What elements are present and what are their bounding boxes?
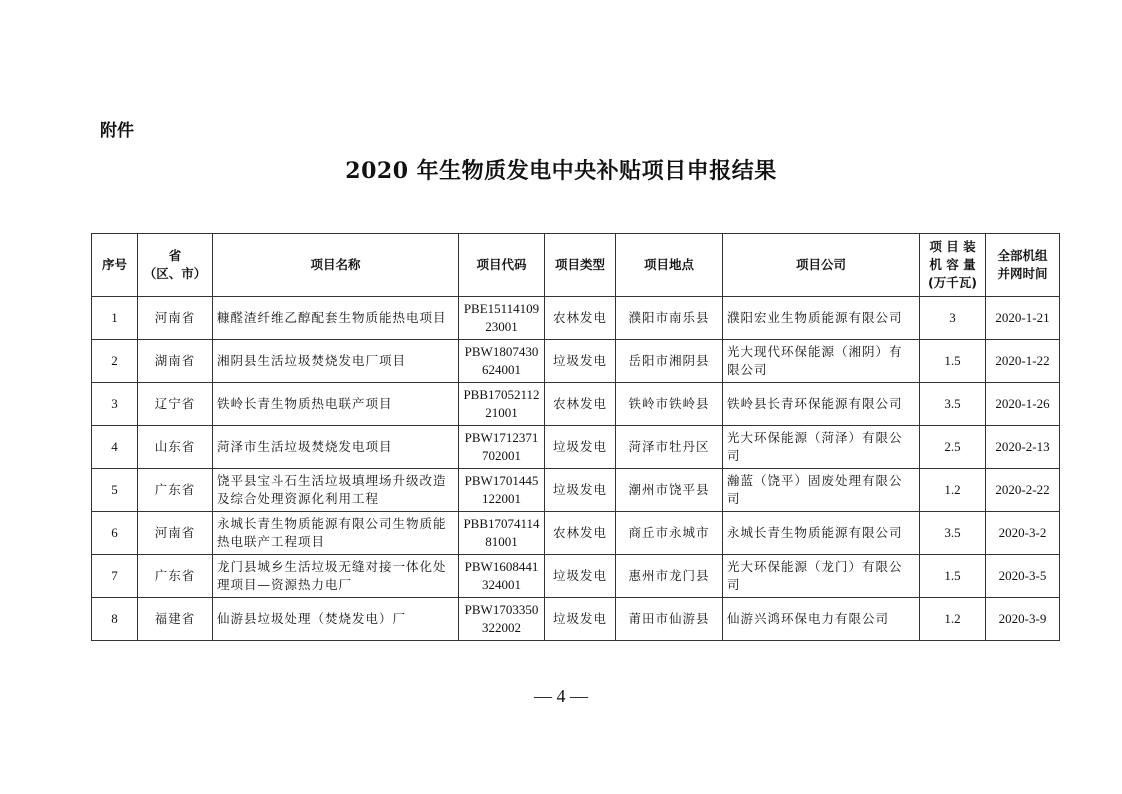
cell-code: PBW1608441324001 — [459, 555, 545, 598]
cell-no: 3 — [92, 383, 138, 426]
cell-type: 农林发电 — [545, 297, 616, 340]
cell-capacity: 1.5 — [920, 555, 986, 598]
cell-province: 河南省 — [138, 512, 213, 555]
header-location: 项目地点 — [616, 234, 723, 297]
table-row — [92, 598, 1060, 641]
cell-code: PBW1701445122001 — [459, 469, 545, 512]
header-code: 项目代码 — [459, 234, 545, 297]
cell-type: 垃圾发电 — [545, 555, 616, 598]
cell-capacity: 3 — [920, 297, 986, 340]
header-type: 项目类型 — [545, 234, 616, 297]
cell-name: 饶平县宝斗石生活垃圾填埋场升级改造及综合处理资源化利用工程 — [213, 469, 459, 512]
cell-location: 菏泽市牡丹区 — [616, 426, 723, 469]
table-row — [92, 469, 1060, 512]
cell-province: 河南省 — [138, 297, 213, 340]
cell-grid-date: 2020-1-21 — [986, 297, 1060, 340]
cell-type: 农林发电 — [545, 383, 616, 426]
header-province: 省 （区、市） — [138, 234, 213, 297]
cell-location: 铁岭市铁岭县 — [616, 383, 723, 426]
cell-name: 菏泽市生活垃圾焚烧发电项目 — [213, 426, 459, 469]
table-body — [92, 297, 1060, 641]
cell-grid-date: 2020-2-13 — [986, 426, 1060, 469]
cell-code: PBB1705211221001 — [459, 383, 545, 426]
cell-province: 福建省 — [138, 598, 213, 641]
cell-code: PBW1703350322002 — [459, 598, 545, 641]
cell-type: 农林发电 — [545, 512, 616, 555]
cell-name: 铁岭长青生物质热电联产项目 — [213, 383, 459, 426]
cell-company: 仙游兴鸿环保电力有限公司 — [723, 598, 920, 641]
page-number: — 4 — — [534, 686, 588, 706]
cell-name: 龙门县城乡生活垃圾无缝对接一体化处理项目—资源热力电厂 — [213, 555, 459, 598]
cell-no: 5 — [92, 469, 138, 512]
cell-name: 仙游县垃圾处理（焚烧发电）厂 — [213, 598, 459, 641]
cell-grid-date: 2020-3-2 — [986, 512, 1060, 555]
cell-company: 永城长青生物质能源有限公司 — [723, 512, 920, 555]
cell-location: 岳阳市湘阴县 — [616, 340, 723, 383]
header-company: 项目公司 — [723, 234, 920, 297]
cell-province: 广东省 — [138, 469, 213, 512]
cell-capacity: 1.5 — [920, 340, 986, 383]
project-table — [91, 233, 1060, 641]
table-row — [92, 512, 1060, 555]
cell-grid-date: 2020-1-26 — [986, 383, 1060, 426]
cell-location: 商丘市永城市 — [616, 512, 723, 555]
cell-company: 光大环保能源（菏泽）有限公司 — [723, 426, 920, 469]
cell-company: 濮阳宏业生物质能源有限公司 — [723, 297, 920, 340]
cell-code: PBW1712371702001 — [459, 426, 545, 469]
header-grid-date: 全部机组 并网时间 — [986, 234, 1060, 297]
cell-province: 辽宁省 — [138, 383, 213, 426]
cell-company: 瀚蓝（饶平）固废处理有限公司 — [723, 469, 920, 512]
cell-no: 8 — [92, 598, 138, 641]
cell-company: 光大现代环保能源（湘阴）有限公司 — [723, 340, 920, 383]
cell-no: 6 — [92, 512, 138, 555]
cell-capacity: 2.5 — [920, 426, 986, 469]
cell-capacity: 1.2 — [920, 598, 986, 641]
table-header — [92, 234, 1060, 297]
cell-location: 潮州市饶平县 — [616, 469, 723, 512]
header-no: 序号 — [92, 234, 138, 297]
cell-capacity: 3.5 — [920, 383, 986, 426]
cell-location: 惠州市龙门县 — [616, 555, 723, 598]
header-capacity: 项 目 装 机 容 量 (万千瓦) — [920, 234, 986, 297]
cell-capacity: 1.2 — [920, 469, 986, 512]
cell-type: 垃圾发电 — [545, 598, 616, 641]
cell-location: 濮阳市南乐县 — [616, 297, 723, 340]
cell-province: 湖南省 — [138, 340, 213, 383]
cell-type: 垃圾发电 — [545, 426, 616, 469]
cell-name: 湘阴县生活垃圾焚烧发电厂项目 — [213, 340, 459, 383]
cell-capacity: 3.5 — [920, 512, 986, 555]
cell-company: 光大环保能源（龙门）有限公司 — [723, 555, 920, 598]
table-row — [92, 426, 1060, 469]
document-title: 2020 年生物质发电中央补贴项目申报结果 — [345, 158, 777, 184]
cell-name: 永城长青生物质能源有限公司生物质能热电联产工程项目 — [213, 512, 459, 555]
cell-code: PBW1807430624001 — [459, 340, 545, 383]
table-row — [92, 383, 1060, 426]
cell-no: 7 — [92, 555, 138, 598]
cell-grid-date: 2020-2-22 — [986, 469, 1060, 512]
cell-location: 莆田市仙游县 — [616, 598, 723, 641]
header-name: 项目名称 — [213, 234, 459, 297]
cell-name: 糠醛渣纤维乙醇配套生物质能热电项目 — [213, 297, 459, 340]
cell-province: 山东省 — [138, 426, 213, 469]
cell-type: 垃圾发电 — [545, 469, 616, 512]
attachment-label: 附件 — [100, 121, 134, 141]
cell-code: PBB1707411481001 — [459, 512, 545, 555]
table-row — [92, 297, 1060, 340]
cell-grid-date: 2020-3-5 — [986, 555, 1060, 598]
table-row — [92, 555, 1060, 598]
cell-grid-date: 2020-3-9 — [986, 598, 1060, 641]
cell-grid-date: 2020-1-22 — [986, 340, 1060, 383]
cell-company: 铁岭县长青环保能源有限公司 — [723, 383, 920, 426]
cell-no: 4 — [92, 426, 138, 469]
cell-province: 广东省 — [138, 555, 213, 598]
cell-no: 1 — [92, 297, 138, 340]
cell-no: 2 — [92, 340, 138, 383]
cell-type: 垃圾发电 — [545, 340, 616, 383]
table-row — [92, 340, 1060, 383]
cell-code: PBE1511410923001 — [459, 297, 545, 340]
